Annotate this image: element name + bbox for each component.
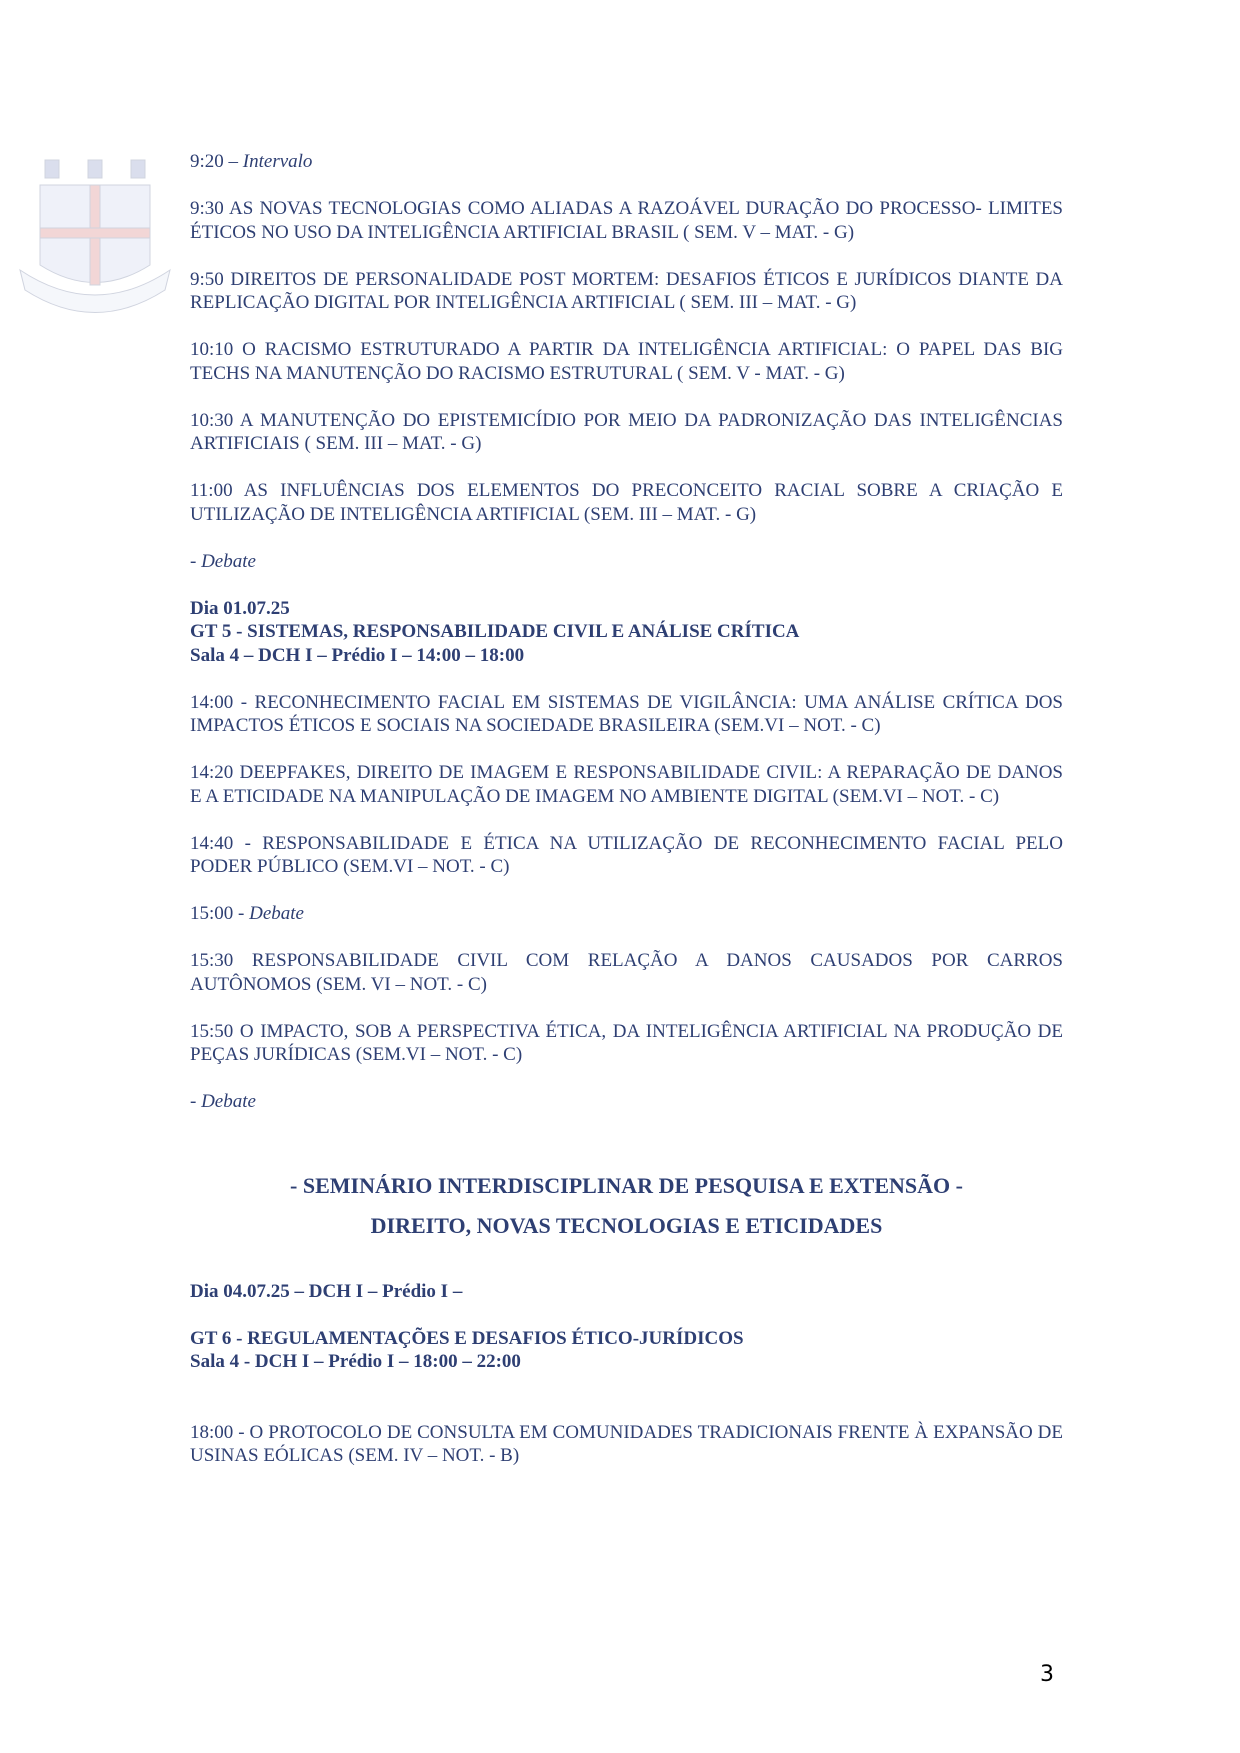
agenda-item: 10:30 A MANUTENÇÃO DO EPISTEMICÍDIO POR MEIO DA PADRONIZAÇÃO DAS INTELIGÊNCIAS ARTIFICIAIS ( SEM. III – MAT. - G) (190, 409, 1063, 454)
agenda-item: 14:40 - RESPONSABILIDADE E ÉTICA NA UTILIZAÇÃO DE RECONHECIMENTO FACIAL PELO PODER PÚBLICO (SEM.VI – NOT. - C) (190, 832, 1063, 877)
debate-label: - Debate (190, 550, 256, 572)
gt6-title: GT 6 - REGULAMENTAÇÕES E DESAFIOS ÉTICO-JURÍDICOS (190, 1327, 744, 1349)
agenda-item: 9:50 DIREITOS DE PERSONALIDADE POST MORTEM: DESAFIOS ÉTICOS E JURÍDICOS DIANTE DA REPLICAÇÃO DIGITAL POR INTELIGÊNCIA ARTIFICIAL ( SEM. III – MAT. - G) (190, 268, 1063, 313)
agenda-content (190, 150, 1063, 1468)
agenda-item: 15:30 RESPONSABILIDADE CIVIL COM RELAÇÃO A DANOS CAUSADOS POR CARROS AUTÔNOMOS (SEM. VI – NOT. - C) (190, 950, 1063, 995)
debate-item: 15:00 - Debate (190, 903, 304, 924)
gt5-date: Dia 01.07.25 (190, 597, 290, 619)
interval-item: 9:20 – Intervalo (190, 151, 313, 172)
agenda-item: 11:00 AS INFLUÊNCIAS DOS ELEMENTOS DO PRECONCEITO RACIAL SOBRE A CRIAÇÃO E UTILIZAÇÃO DE INTELIGÊNCIA ARTIFICIAL (SEM. III – MAT. - G) (190, 480, 1063, 525)
page-number: 3 (1040, 1662, 1054, 1687)
agenda-item: 18:00 - O PROTOCOLO DE CONSULTA EM COMUNIDADES TRADICIONAIS FRENTE À EXPANSÃO DE USINAS EÓLICAS (SEM. IV – NOT. - B) (190, 1421, 1063, 1466)
agenda-item: 14:00 - RECONHECIMENTO FACIAL EM SISTEMAS DE VIGILÂNCIA: UMA ANÁLISE CRÍTICA DOS IMPACTOS ÉTICOS E SOCIAIS NA SOCIEDADE BRASILEIRA (SEM.VI – NOT. - C) (190, 691, 1063, 736)
agenda-item: 15:50 O IMPACTO, SOB A PERSPECTIVA ÉTICA, DA INTELIGÊNCIA ARTIFICIAL NA PRODUÇÃO DE PEÇAS JURÍDICAS (SEM.VI – NOT. - C) (190, 1020, 1063, 1065)
seminar-title-line1: - SEMINÁRIO INTERDISCIPLINAR DE PESQUISA E EXTENSÃO - (290, 1172, 963, 1198)
seminar-title-line2: DIREITO, NOVAS TECNOLOGIAS E ETICIDADES (370, 1212, 883, 1238)
gt5-title: GT 5 - SISTEMAS, RESPONSABILIDADE CIVIL E ANÁLISE CRÍTICA (190, 621, 800, 642)
gt5-room: Sala 4 – DCH I – Prédio I – 14:00 – 18:00 (190, 644, 525, 666)
university-crest-logo (15, 150, 175, 330)
agenda-item: 14:20 DEEPFAKES, DIREITO DE IMAGEM E RESPONSABILIDADE CIVIL: A REPARAÇÃO DE DANOS E A ETICIDADE NA MANIPULAÇÃO DE IMAGEM NO AMBIENTE DIGITAL (SEM.VI – NOT. - C) (190, 762, 1063, 807)
gt6-room: Sala 4 - DCH I – Prédio I – 18:00 – 22:00 (190, 1351, 521, 1372)
agenda-item: 9:30 AS NOVAS TECNOLOGIAS COMO ALIADAS A RAZOÁVEL DURAÇÃO DO PROCESSO- LIMITES ÉTICOS NO USO DA INTELIGÊNCIA ARTIFICIAL BRASIL ( SEM. V – MAT. - G) (190, 198, 1063, 243)
agenda-item: 10:10 O RACISMO ESTRUTURADO A PARTIR DA INTELIGÊNCIA ARTIFICIAL: O PAPEL DAS BIG TECHS NA MANUTENÇÃO DO RACISMO ESTRUTURAL ( SEM. V - MAT. - G) (190, 339, 1063, 384)
gt6-date: Dia 04.07.25 – DCH I – Prédio I – (190, 1280, 463, 1302)
debate-label: - Debate (190, 1091, 256, 1112)
